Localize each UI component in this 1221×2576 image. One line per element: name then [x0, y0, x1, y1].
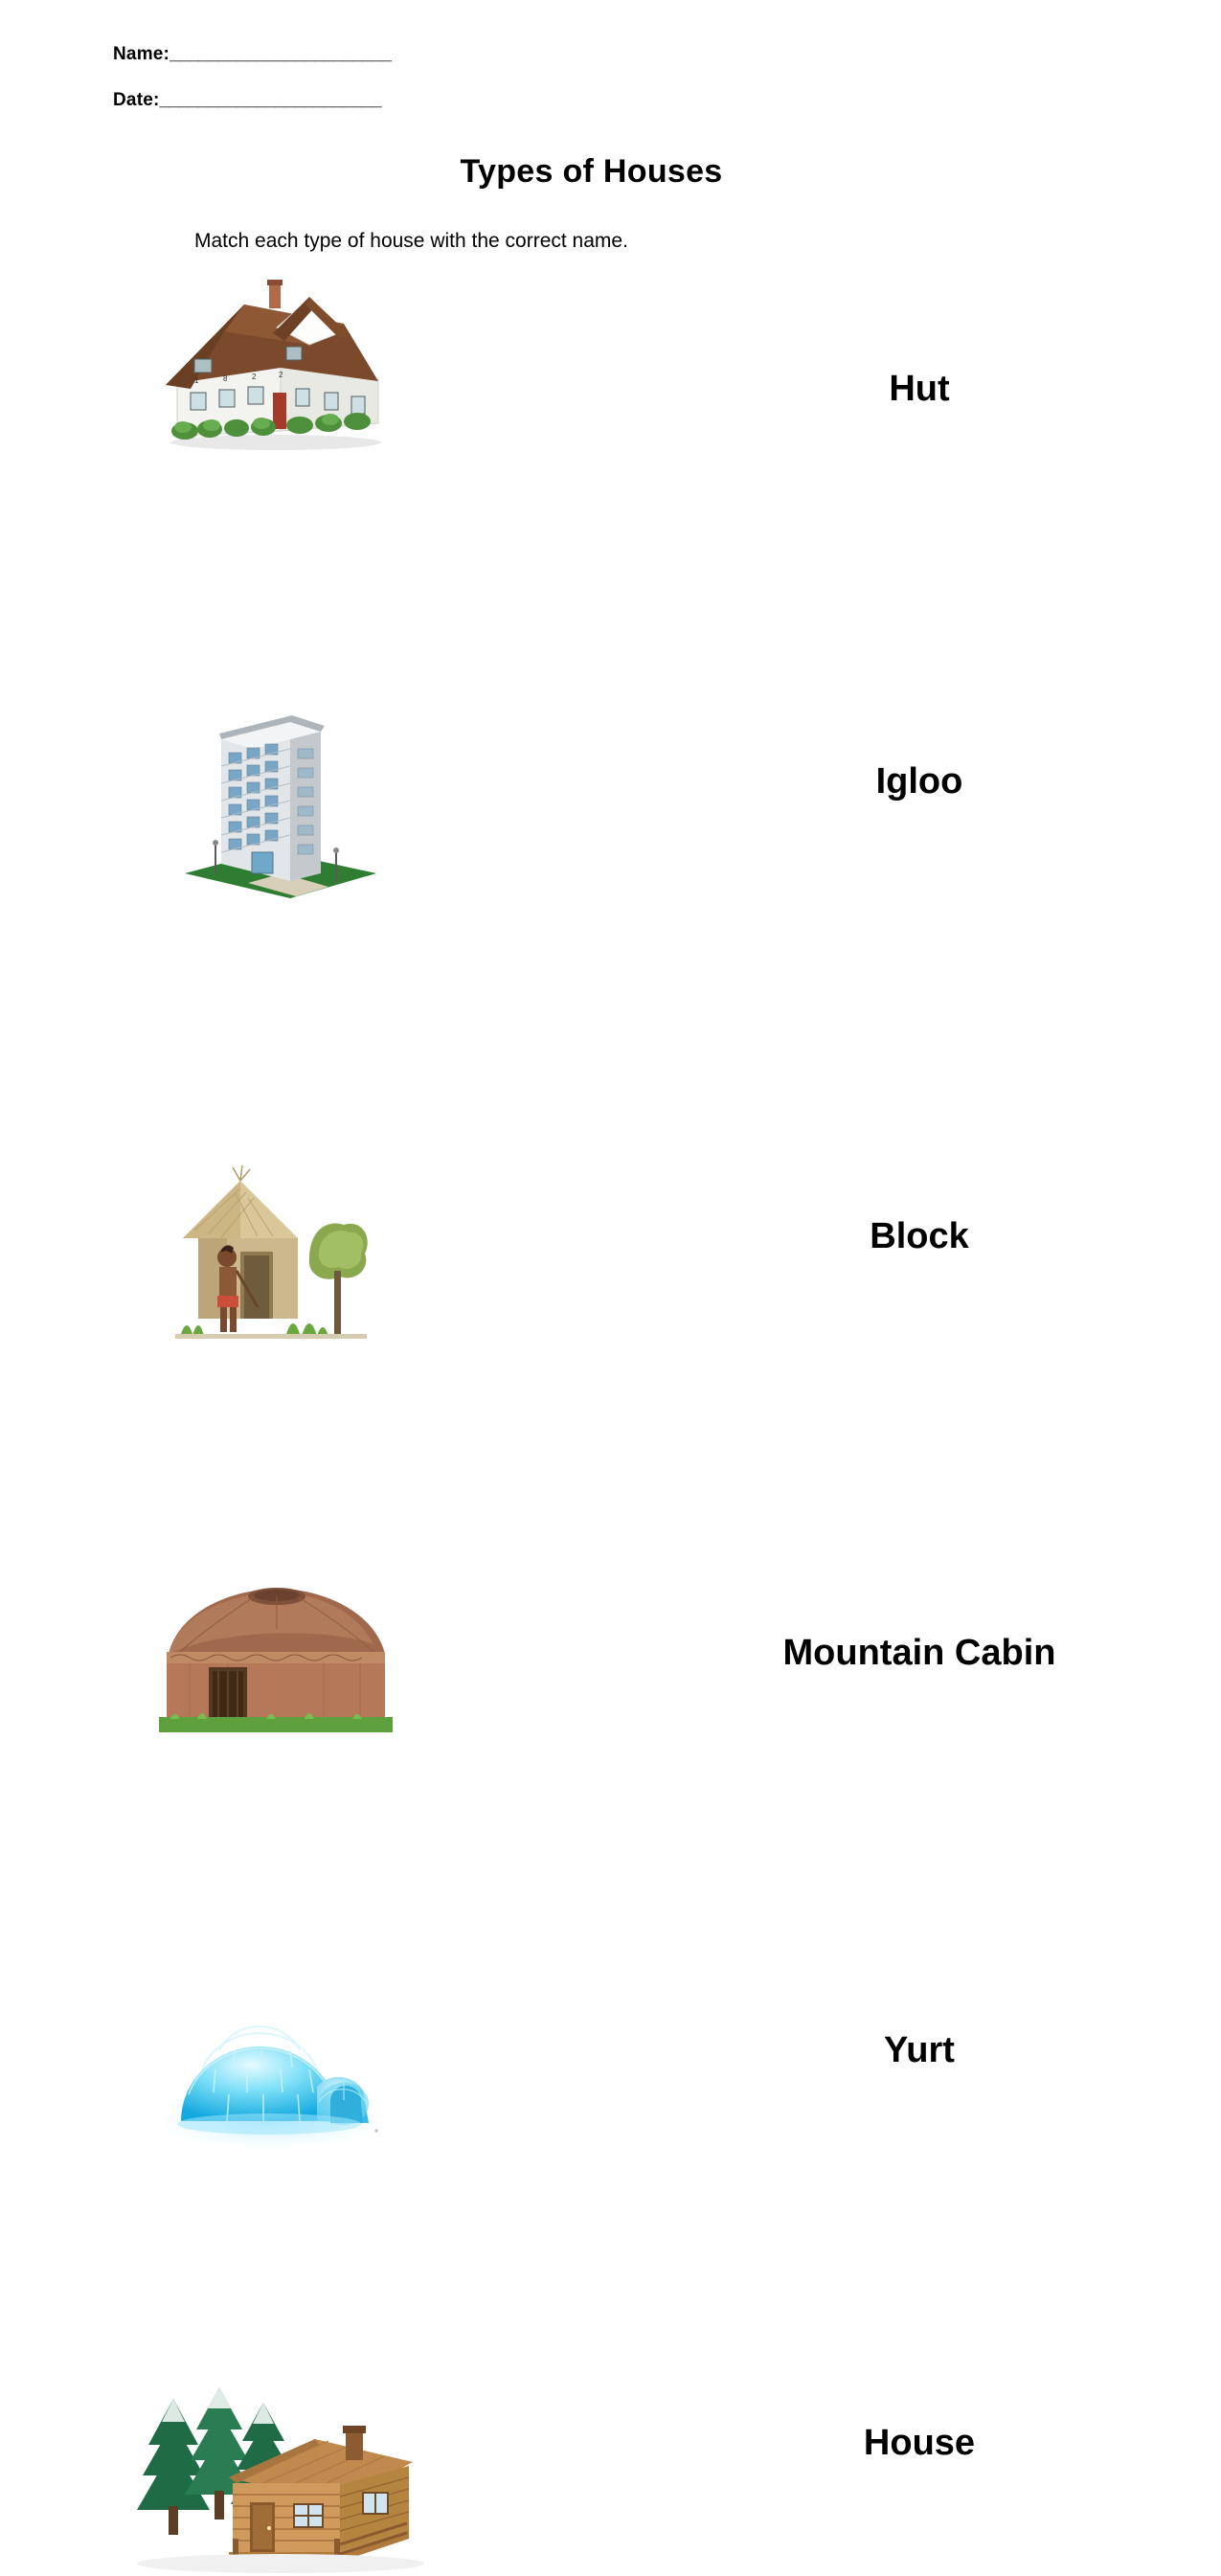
igloo-image[interactable] [156, 1987, 396, 2159]
svg-text:1: 1 [194, 376, 199, 385]
word-mountain-cabin[interactable]: Mountain Cabin [782, 1633, 1056, 1673]
word-hut[interactable]: Hut [889, 369, 950, 409]
page-title: Types of Houses [460, 153, 723, 190]
date-blank-line[interactable]: _______________________ [159, 90, 382, 110]
picture-cell[interactable] [142, 278, 410, 455]
match-row [0, 278, 1221, 469]
instruction-text: Match each type of house with the correct name. [194, 230, 628, 252]
date-field-row [113, 90, 381, 111]
name-blank-line[interactable]: _______________________ [170, 44, 392, 64]
match-area [0, 278, 1221, 2463]
svg-text:2: 2 [279, 371, 283, 379]
picture-cell[interactable] [142, 1585, 410, 1748]
svg-text:2: 2 [252, 373, 257, 381]
name-field-row [113, 44, 392, 65]
word-house[interactable]: House [863, 2423, 976, 2463]
log-cabin-image[interactable] [137, 2370, 415, 2576]
match-row [0, 713, 1221, 1256]
date-label: Date: [113, 90, 160, 110]
word-yurt[interactable]: Yurt [884, 2030, 955, 2070]
thatched-cottage-image[interactable] [156, 278, 396, 455]
yurt-image[interactable] [151, 1585, 400, 1748]
name-label: Name: [113, 44, 170, 64]
word-block[interactable]: Block [870, 1216, 969, 1256]
picture-cell[interactable] [142, 1987, 410, 2159]
match-row [0, 469, 1221, 802]
picture-cell[interactable] [142, 2370, 410, 2576]
svg-text:8: 8 [223, 374, 228, 383]
word-igloo[interactable]: Igloo [875, 761, 963, 802]
